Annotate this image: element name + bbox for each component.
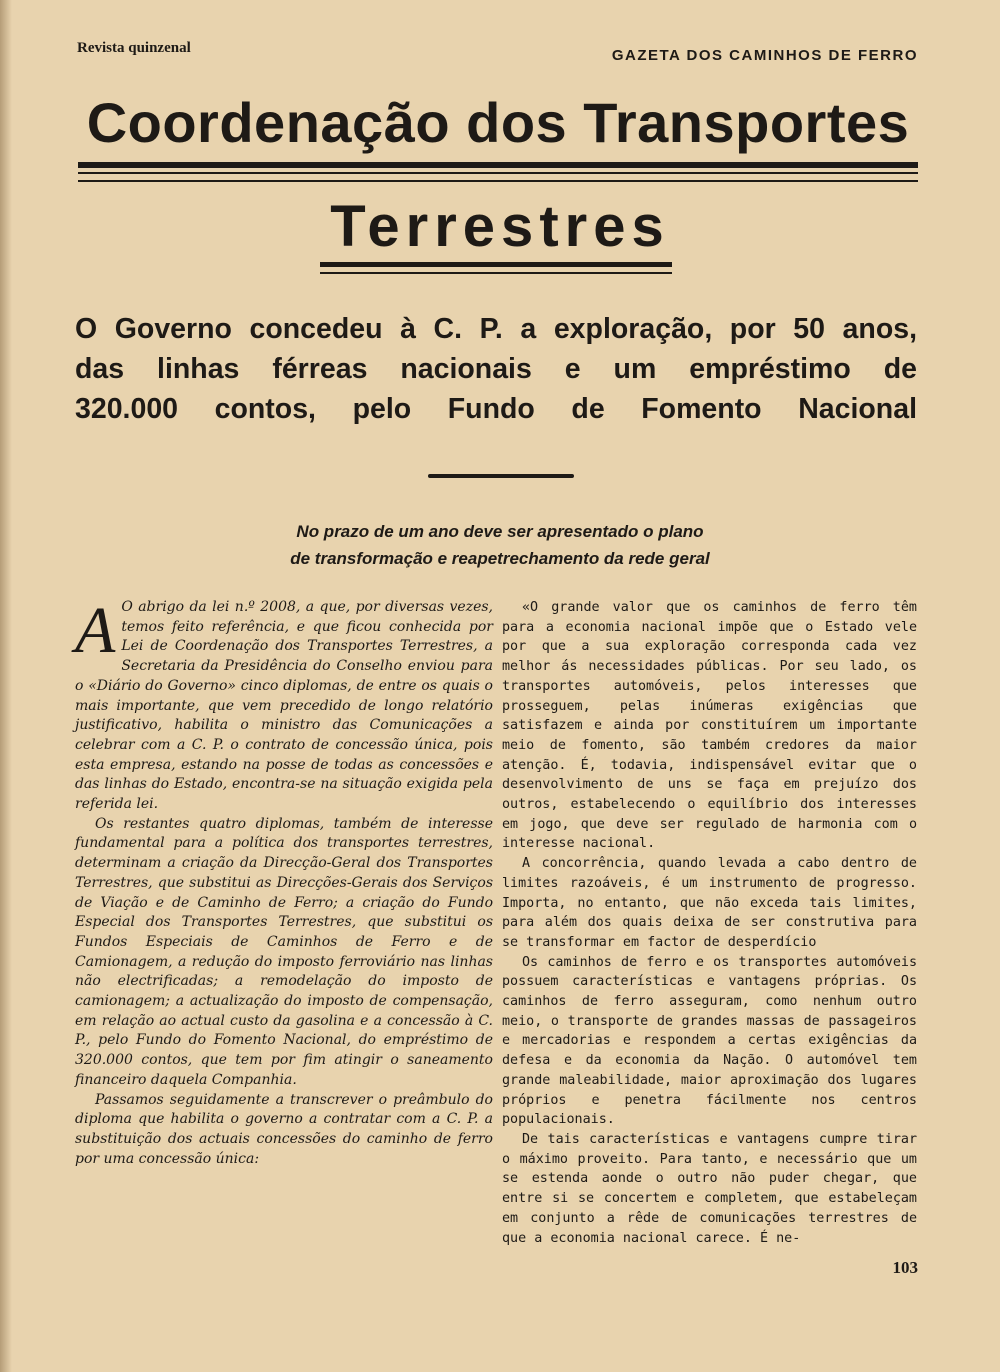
deck-line-2: de transformação e reapetrechamento da rede geral (290, 549, 710, 568)
section-divider (428, 474, 574, 478)
header-publication-name: GAZETA DOS CAMINHOS DE FERRO (611, 47, 918, 64)
header-publication-type: Revista quinzenal (77, 40, 191, 56)
subtitle-line-3: 320.000 contos, pelo Fundo de Fomento Nacional (75, 393, 917, 425)
article-subtitle (75, 309, 917, 429)
deck-line-1: No prazo de um ano deve ser apresentado o plano (296, 522, 704, 541)
left-paragraph-1-text: O abrigo da lei n.º 2008, a que, por diversas vezes, temos feito referência, e que ficou conhecida por Lei de Coordenação dos Transportes Terrestres, a Secretaria da Presidência do Conselho enviou para o «Diário do Governo» cinco diplomas, de entre os quais o mais importante, que vem precedido de longo relatório justificativo, habilita o ministro das Comunicações a celebrar com a C. P. o contrato de concessão única, pois esta empresa, estando na posse de todas as concessões e das linhas do Estado, encontra-se na situação exigida pela referida lei. (75, 599, 493, 813)
article-title-line-2: Terrestres (330, 194, 670, 259)
right-column (502, 598, 917, 1248)
left-paragraph-1 (75, 594, 493, 815)
drop-cap: A (75, 594, 116, 667)
subtitle-line-2: das linhas férreas nacionais e um empréstimo de (75, 353, 917, 385)
right-paragraph-2: A concorrência, quando levada a cabo dentro de limites razoáveis, é um instrumento de progresso. Importa, no entanto, que não exceda tais limites, para além dos quais deixa de ser construtiva para se transformar em factor de desperdício (502, 856, 917, 950)
title-rule-thin-2 (78, 180, 918, 182)
right-paragraph-3: Os caminhos de ferro e os transportes automóveis possuem características e vantagens próprias. Os caminhos de ferro asseguram, como nenhum outro meio, o transporte de grandes massas de passageiros e mercadorias e respondem a certas exigências da defesa e da economia da Nação. O automóvel tem grande maleabilidade, maior aproximação dos lugares próprios e penetra fácilmente nos centros populacionais. (502, 954, 917, 1128)
title-2-rule-thin (320, 272, 672, 274)
article-deck (200, 518, 800, 572)
title-rule-thin (78, 172, 918, 174)
article-title-line-1: Coordenação dos Transportes (86, 91, 910, 154)
title-2-rule-thick (320, 262, 672, 267)
right-paragraph-4: De tais características e vantagens cumpre tirar o máximo proveito. Para tanto, e necessário que um se estenda aonde o outro não puder chegar, que entre si se concertem e completem, que estabeleçam em conjunto a rêde de comunicações terrestres de que a economia nacional carece. É ne- (502, 1131, 917, 1246)
right-paragraph-1: «O grande valor que os caminhos de ferro têm para a economia nacional impõe que o Estado vele por que a sua exploração corresponda cada vez melhor ás necessidades públicas. Por seu lado, os transportes automóveis, pelos interesses que prosseguem, pelas inúmeras exigências que satisfazem e ainda por constituírem um importante meio de fomento, são também credores da maior atenção. É, todavia, indispensável evitar que o desenvolvimento de uns se faça em prejuízo dos outros, estabelecendo o equilíbrio dos interesses em jogo, que deve ser regulado de harmonia com o interesse nacional. (502, 600, 917, 852)
left-column (75, 594, 493, 1169)
left-paragraph-3: Passamos seguidamente a transcrever o preâmbulo do diploma que habilita o governo a contratar com a C. P. a substituição dos actuais concessões do caminho de ferro por uma concessão única: (75, 1091, 493, 1167)
page-number: 103 (892, 1258, 918, 1277)
subtitle-line-1: O Governo concedeu à C. P. a exploração, por 50 anos, (75, 313, 917, 345)
page-edge-shadow (0, 0, 12, 1372)
left-paragraph-2: Os restantes quatro diplomas, também de interesse fundamental para a política dos transportes terrestres, determinam a criação da Direcção-Geral dos Transportes Terrestres, que substitui as Direcções-Gerais dos Serviços de Viação e de Caminho de Ferro; a criação do Fundo Especial dos Transportes Terrestres, que substitui os Fundos Especiais de Caminhos de Ferro e de Camionagem, a redução do imposto ferroviário nas linhas não electrificadas; a remodelação do imposto de camionagem; a actualização do imposto de compensação, em relação ao actual custo da gasolina e a concessão à C. P., pelo Fundo do Fomento Nacional, do empréstimo de 320.000 contos, que tem por fim atingir o saneamento financeiro daquela Companhia. (75, 815, 493, 1088)
title-rule-thick (78, 162, 918, 168)
